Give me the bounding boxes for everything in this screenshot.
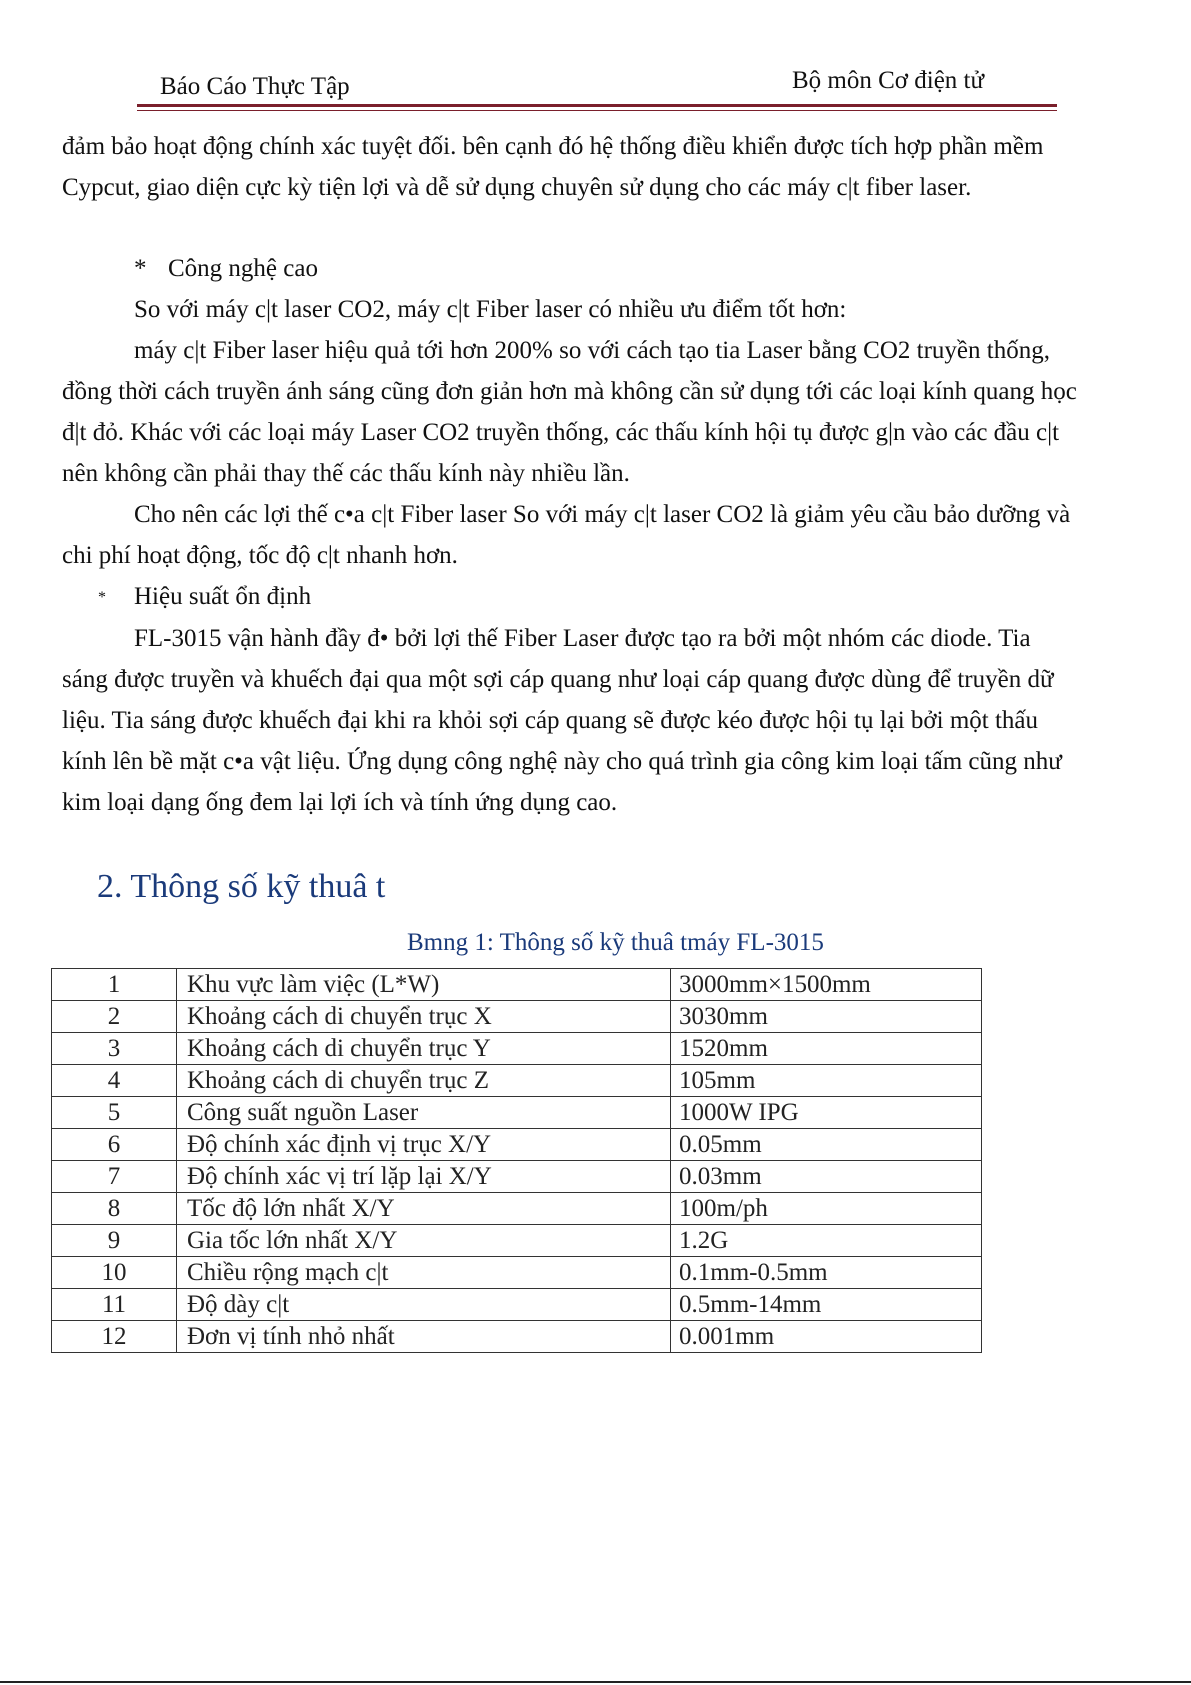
bullet-star: * xyxy=(98,589,106,606)
row-number-cell: 6 xyxy=(52,1129,177,1161)
spec-name-cell: Độ chính xác vị trí lặp lại X/Y xyxy=(177,1161,671,1193)
table-row xyxy=(52,969,982,1001)
paragraph-compare: So với máy c|t laser CO2, máy c|t Fiber laser có nhiều ưu điểm tốt hơn: xyxy=(134,296,847,323)
bullet-label: Công nghệ cao xyxy=(168,255,318,282)
row-number-cell: 7 xyxy=(52,1161,177,1193)
table-row xyxy=(52,1097,982,1129)
spec-value-cell: 3000mm×1500mm xyxy=(671,969,982,1001)
row-number-cell: 10 xyxy=(52,1257,177,1289)
table-row xyxy=(52,1161,982,1193)
header-rule-thin xyxy=(137,110,1057,111)
header-title-left: Báo Cáo Thực Tập xyxy=(160,73,350,100)
row-number-cell: 5 xyxy=(52,1097,177,1129)
header-rule xyxy=(137,104,1057,107)
spec-table-body xyxy=(52,969,982,1353)
row-number-cell: 3 xyxy=(52,1033,177,1065)
bullet-label: Hiệu suất ổn định xyxy=(134,583,312,610)
row-number-cell: 2 xyxy=(52,1001,177,1033)
spec-value-cell: 1.2G xyxy=(671,1225,982,1257)
spec-name-cell: Gia tốc lớn nhất X/Y xyxy=(177,1225,671,1257)
paragraph-advantages: Cho nên các lợi thế c•a c|t Fiber laser So với máy c|t laser CO2 là giảm yêu cầu bảo dưỡng và chi phí hoạt động, tốc độ c|t nhanh hơn. xyxy=(62,501,1071,569)
spec-table xyxy=(51,968,982,1353)
row-number-cell: 11 xyxy=(52,1289,177,1321)
row-number-cell: 8 xyxy=(52,1193,177,1225)
spec-name-cell: Công suất nguồn Laser xyxy=(177,1097,671,1129)
spec-name-cell: Chiều rộng mạch c|t xyxy=(177,1257,671,1289)
spec-value-cell: 3030mm xyxy=(671,1001,982,1033)
paragraph-fl3015: FL-3015 vận hành đầy đ• bởi lợi thế Fiber Laser được tạo ra bởi một nhóm các diode. Tia sáng được truyền và khuếch đại qua một sợi cáp quang như loại cáp quang được dùng để truyền dữ liệu. Tia sáng được khuếch đại khi ra khỏi sợi cáp quang sẽ được kéo được hội tụ lại bởi một thấu kính lên bề mặt c•a vật liệu. Ứng dụng công nghệ này cho quá trình gia công kim loại tấm cũng như kim loại dạng ống đem lại lợi ích và tính ứng dụng cao. xyxy=(62,625,1062,816)
table-row xyxy=(52,1257,982,1289)
spec-value-cell: 105mm xyxy=(671,1065,982,1097)
spec-value-cell: 1000W IPG xyxy=(671,1097,982,1129)
table-row xyxy=(52,1321,982,1353)
table-row xyxy=(52,1193,982,1225)
spec-value-cell: 1520mm xyxy=(671,1033,982,1065)
table-row xyxy=(52,1001,982,1033)
paragraph-intro: đảm bảo hoạt động chính xác tuyệt đối. bên cạnh đó hệ thống điều khiển được tích hợp phần mềm Cypcut, giao diện cực kỳ tiện lợi và dễ sử dụng chuyên sử dụng cho các máy c|t fiber laser. xyxy=(62,133,1044,201)
spec-value-cell: 0.5mm-14mm xyxy=(671,1289,982,1321)
spec-name-cell: Khoảng cách di chuyển trục Z xyxy=(177,1065,671,1097)
spec-name-cell: Độ dày c|t xyxy=(177,1289,671,1321)
spec-value-cell: 0.05mm xyxy=(671,1129,982,1161)
spec-name-cell: Tốc độ lớn nhất X/Y xyxy=(177,1193,671,1225)
section-heading: 2. Thông số kỹ thuâ t xyxy=(97,868,386,905)
spec-value-cell: 0.03mm xyxy=(671,1161,982,1193)
spec-name-cell: Khoảng cách di chuyển trục X xyxy=(177,1001,671,1033)
spec-value-cell: 0.1mm-0.5mm xyxy=(671,1257,982,1289)
row-number-cell: 1 xyxy=(52,969,177,1001)
spec-name-cell: Đơn vị tính nhỏ nhất xyxy=(177,1321,671,1353)
header-title-right: Bộ môn Cơ điện tử xyxy=(792,67,985,94)
bullet-stable xyxy=(62,576,1082,618)
spec-name-cell: Độ chính xác định vị trục X/Y xyxy=(177,1129,671,1161)
spec-name-cell: Khoảng cách di chuyển trục Y xyxy=(177,1033,671,1065)
table-row xyxy=(52,1289,982,1321)
bullet-high-tech xyxy=(62,248,1082,289)
row-number-cell: 4 xyxy=(52,1065,177,1097)
row-number-cell: 9 xyxy=(52,1225,177,1257)
table-row xyxy=(52,1225,982,1257)
table-row xyxy=(52,1033,982,1065)
bullet-star: * xyxy=(134,255,147,282)
spec-value-cell: 0.001mm xyxy=(671,1321,982,1353)
body-text xyxy=(62,126,1082,823)
spacer xyxy=(62,208,1082,248)
table-row xyxy=(52,1129,982,1161)
row-number-cell: 12 xyxy=(52,1321,177,1353)
table-row xyxy=(52,1065,982,1097)
table-caption: Bmng 1: Thông số kỹ thuâ tmáy FL-3015 xyxy=(407,929,824,956)
spec-name-cell: Khu vực làm việc (L*W) xyxy=(177,969,671,1001)
paragraph-efficiency: máy c|t Fiber laser hiệu quả tới hơn 200% so với cách tạo tia Laser bằng CO2 truyền thống, đồng thời cách truyền ánh sáng cũng đơn giản hơn mà không cần sử dụng tới các loại kính quang học đ|t đỏ. Khác với các loại máy Laser CO2 truyền thống, các thấu kính hội tụ được g|n vào các đầu c|t nên không cần phải thay thế các thấu kính này nhiều lần. xyxy=(62,337,1077,487)
footer-rule xyxy=(0,1681,1191,1683)
spec-value-cell: 100m/ph xyxy=(671,1193,982,1225)
